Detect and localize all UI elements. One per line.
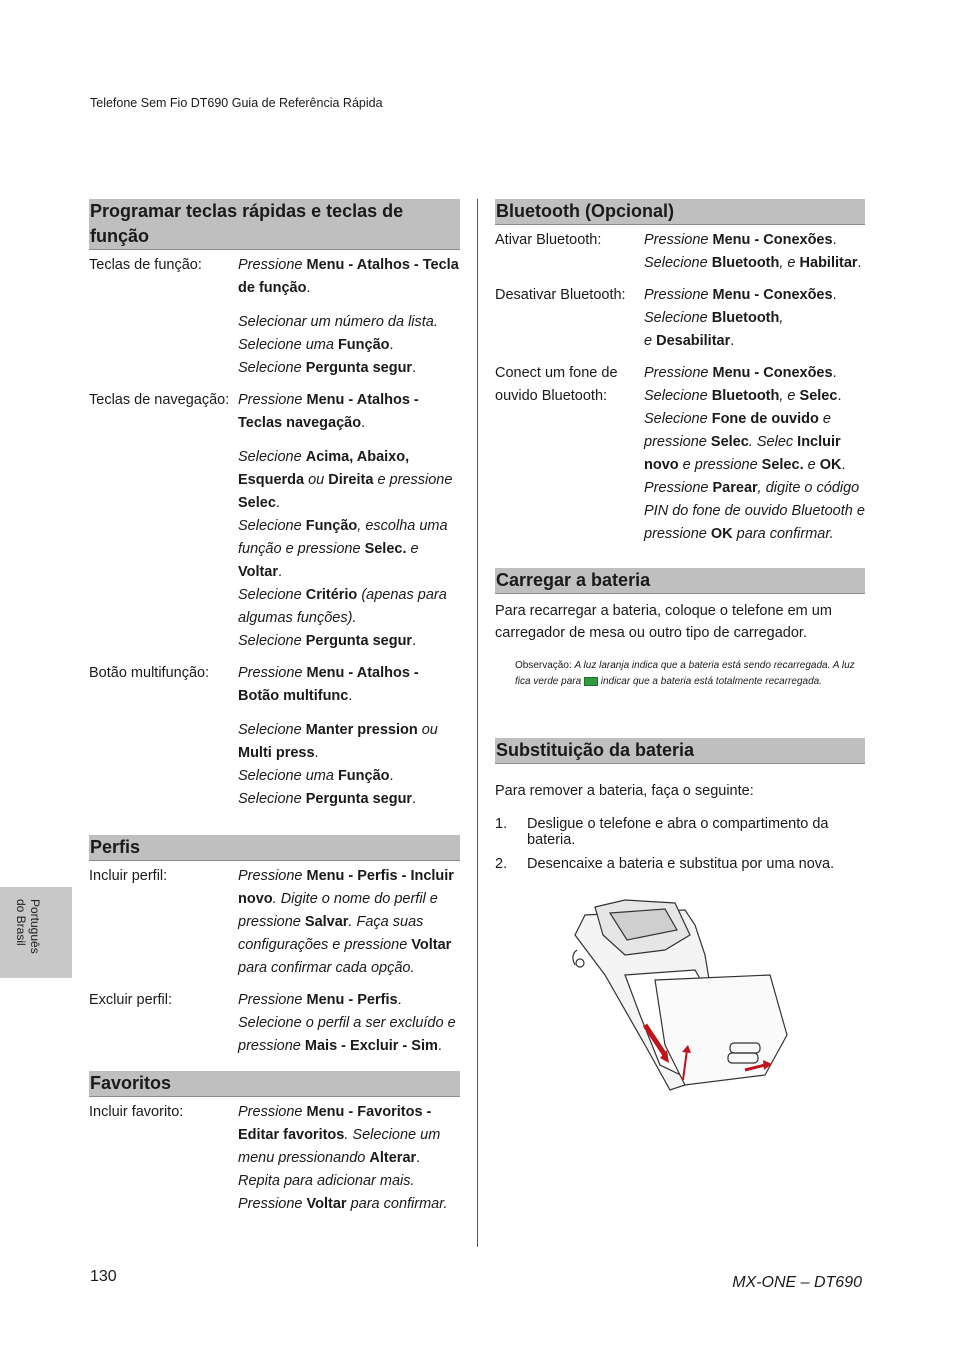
command-text: Pergunta segur [305, 360, 413, 376]
command-text: Salvar [304, 914, 349, 930]
instruction-text: Selecione [238, 449, 306, 465]
instruction-text: . [412, 791, 417, 807]
command-text: Manter pression [305, 722, 418, 738]
battery-charged-icon [584, 677, 598, 686]
entry-line [238, 1012, 460, 1058]
instruction-text: e pressione [644, 411, 831, 450]
instruction-text: . Faça suas configurações e pressione [238, 914, 424, 953]
command-text: OK [819, 457, 842, 473]
step-text: Desencaixe a bateria e substitua por uma nova. [527, 856, 835, 872]
command-text: Direita [328, 472, 374, 488]
column-divider [477, 199, 478, 1247]
section-title-carregar: Carregar a bateria [495, 568, 865, 594]
instruction-text: . [278, 564, 283, 580]
instruction-text: e pressione [678, 457, 762, 473]
battery-replacement-illustration [565, 895, 795, 1095]
entry-row [89, 662, 460, 811]
entry-line [238, 389, 460, 435]
instruction-text: e pressione [373, 472, 453, 488]
entry-row [89, 865, 460, 980]
instruction-text: Selecione [238, 518, 306, 534]
instruction-text: . Selec [748, 434, 798, 450]
right-column [495, 199, 865, 880]
step-number: 2. [495, 856, 508, 872]
favoritos-entries [89, 1101, 460, 1216]
entry-line [238, 719, 460, 765]
section-title-substituicao: Substituição da bateria [495, 738, 865, 764]
instruction-text: . [730, 333, 735, 349]
entry-line [644, 362, 865, 385]
command-text: Incluir novo [644, 434, 841, 473]
command-text: Menu - Conexões [712, 287, 833, 303]
instruction-text: Pressione [644, 287, 713, 303]
instruction-text: Pressione [644, 365, 713, 381]
entry-line [238, 254, 460, 300]
entry-gap [238, 435, 460, 446]
carregar-note [495, 658, 865, 690]
entry-line [238, 989, 460, 1012]
entry-line [644, 229, 865, 252]
entry-row [89, 989, 460, 1058]
instruction-text: , digite o código PIN do fone de ouvido Bluetooth e pressione [644, 480, 865, 542]
command-text: Menu - Atalhos - Botão multifunc [238, 665, 419, 704]
instruction-text: . [832, 365, 837, 381]
command-text: Alterar [369, 1150, 417, 1166]
entry-line [644, 477, 865, 546]
entry-line [238, 311, 460, 334]
carregar-text: Para recarregar a bateria, coloque o telefone em um carregador de mesa ou outro tipo de carregador. [495, 603, 832, 641]
instruction-text: Selecione [238, 360, 306, 376]
instruction-text: . [416, 1150, 421, 1166]
instruction-text: Selecionar um número da lista. [238, 314, 438, 330]
product-name: MX-ONE – DT690 [732, 1274, 862, 1291]
instruction-text: . [361, 415, 366, 431]
entry-label: Incluir perfil: [89, 868, 168, 884]
language-side-tab-label [14, 899, 42, 954]
instruction-text: Selecione [644, 388, 712, 404]
entry-row [495, 362, 865, 546]
entry-line [644, 330, 865, 353]
note-text-1: A luz laranja indica que a bateria está sendo recarregada. A luz fica verde para [515, 660, 855, 687]
entry-description [238, 254, 460, 380]
instruction-text: . [857, 255, 862, 271]
step-item [495, 816, 865, 848]
instruction-text: Selecione [644, 411, 712, 427]
command-text: Selec [238, 495, 276, 511]
command-text: Acima, Abaixo, Esquerda [238, 449, 410, 488]
instruction-text: Selecione [238, 587, 306, 603]
instruction-text: . [841, 457, 846, 473]
section-title-programar: Programar teclas rápidas e teclas de função [89, 199, 460, 250]
instruction-text: Selecione [644, 255, 712, 271]
instruction-text: Pressione [238, 868, 307, 884]
entry-line [238, 357, 460, 380]
entry-gap [238, 708, 460, 719]
instruction-text: Pressione [238, 257, 307, 273]
entry-description [238, 662, 460, 811]
side-tab-line2: do Brasil [14, 899, 28, 946]
command-text: Menu - Favoritos - Editar favoritos [238, 1104, 432, 1143]
instruction-text: Pressione [238, 392, 307, 408]
instruction-text: Pressione [238, 992, 307, 1008]
command-text: Menu - Conexões [712, 232, 833, 248]
command-text: Função [305, 518, 358, 534]
entry-description [238, 865, 460, 980]
running-header: Telefone Sem Fio DT690 Guia de Referência Rápida [90, 96, 383, 110]
instruction-text: . [832, 287, 837, 303]
entry-line [238, 515, 460, 584]
entry-label: Desativar Bluetooth: [495, 287, 626, 303]
instruction-text: . [314, 745, 319, 761]
entry-row [89, 1101, 460, 1216]
command-text: Mais - Excluir - Sim [304, 1038, 438, 1054]
entry-line [238, 662, 460, 708]
entry-row [89, 389, 460, 653]
entry-line [238, 446, 460, 515]
instruction-text: . [275, 495, 280, 511]
command-text: Menu - Perfis [306, 992, 398, 1008]
instruction-text: ou [304, 472, 329, 488]
instruction-text: , e [779, 388, 800, 404]
instruction-text: para confirmar. [732, 526, 834, 542]
substituicao-steps [495, 816, 865, 872]
command-text: Menu - Perfis - Incluir novo [238, 868, 454, 907]
command-text: Menu - Conexões [712, 365, 833, 381]
command-text: Bluetooth [711, 255, 780, 271]
entry-row [495, 284, 865, 353]
instruction-text: . [348, 688, 353, 704]
entry-label: Incluir favorito: [89, 1104, 184, 1120]
entry-label: Ativar Bluetooth: [495, 232, 602, 248]
instruction-text: . Digite o nome do perfil e pressione [238, 891, 438, 930]
page-number: 130 [90, 1268, 117, 1285]
instruction-text: , [779, 310, 784, 326]
entry-label: Excluir perfil: [89, 992, 172, 1008]
entry-label: Teclas de navegação: [89, 392, 230, 408]
entry-description [238, 1101, 460, 1216]
instruction-text: Selecione uma [238, 337, 338, 353]
instruction-text: para confirmar cada opção. [238, 960, 415, 976]
entry-line [644, 307, 865, 330]
command-text: Função [337, 337, 390, 353]
entry-line [238, 1101, 460, 1170]
entry-description [644, 284, 865, 353]
instruction-text: Selecione uma [238, 768, 338, 784]
instruction-text: Repita para adicionar mais. [238, 1173, 415, 1189]
entry-description [644, 362, 865, 546]
entry-line [644, 284, 865, 307]
note-text-2: indicar que a bateria está totalmente recarregada. [600, 676, 822, 687]
instruction-text: . [837, 388, 842, 404]
entry-row [495, 229, 865, 275]
instruction-text: . [412, 360, 417, 376]
instruction-text: . [389, 337, 394, 353]
command-text: Função [337, 768, 390, 784]
instruction-text: e [803, 457, 820, 473]
instruction-text: . [832, 232, 837, 248]
instruction-text: (apenas para algumas funções). [238, 587, 447, 626]
step-item [495, 856, 865, 872]
entry-line [644, 408, 865, 477]
entry-line [644, 385, 865, 408]
note-label: Observação: [515, 660, 572, 671]
entry-description [238, 389, 460, 653]
perfis-entries [89, 865, 460, 1058]
entry-line [238, 630, 460, 653]
instruction-text: . Selecione um menu pressionando [238, 1127, 441, 1166]
command-text: Selec [710, 434, 749, 450]
command-text: Bluetooth [711, 388, 780, 404]
step-text: Desligue o telefone e abra o compartimento da bateria. [527, 816, 829, 848]
entry-description [238, 989, 460, 1058]
command-text: Bluetooth [711, 310, 780, 326]
step-number: 1. [495, 816, 508, 832]
instruction-text: e [644, 333, 657, 349]
command-text: Menu - Atalhos - Tecla de função [238, 257, 459, 296]
programar-entries [89, 254, 460, 811]
section-title-bluetooth: Bluetooth (Opcional) [495, 199, 865, 225]
instruction-text: Selecione [238, 633, 306, 649]
instruction-text: , escolha uma função e pressione [238, 518, 448, 557]
instruction-text: , e [779, 255, 800, 271]
command-text: Fone de ouvido [711, 411, 819, 427]
instruction-text: Selecione [644, 310, 712, 326]
entry-line [238, 865, 460, 980]
command-text: Menu - Atalhos - Teclas navegação [238, 392, 419, 431]
command-text: Pergunta segur [305, 791, 413, 807]
side-tab-line1: Português [28, 899, 42, 954]
instruction-text: Pressione [238, 1104, 307, 1120]
instruction-text: . [397, 992, 402, 1008]
section-title-perfis: Perfis [89, 835, 460, 861]
command-text: Selec [799, 388, 838, 404]
instruction-text: Pressione [238, 1196, 307, 1212]
entry-line [238, 334, 460, 357]
command-text: Critério [305, 587, 358, 603]
command-text: Selec. [364, 541, 407, 557]
instruction-text: . [412, 633, 417, 649]
instruction-text: Pressione [238, 665, 307, 681]
instruction-text: Selecione [238, 791, 306, 807]
command-text: OK [710, 526, 733, 542]
command-text: Habilitar [799, 255, 858, 271]
command-text: Parear [712, 480, 758, 496]
left-column [89, 199, 460, 1216]
command-text: Voltar [306, 1196, 347, 1212]
entry-line [238, 765, 460, 788]
instruction-text: Selecione [238, 722, 306, 738]
entry-label: Botão multifunção: [89, 665, 210, 681]
entry-row [89, 254, 460, 380]
instruction-text: . [437, 1038, 442, 1054]
instruction-text: . [389, 768, 394, 784]
entry-line [238, 788, 460, 811]
instruction-text: para confirmar. [346, 1196, 448, 1212]
instruction-text: Selecione o perfil a ser excluído e pressione [238, 1015, 456, 1054]
command-text: Multi press [238, 745, 315, 761]
entry-line [238, 584, 460, 630]
section-title-favoritos: Favoritos [89, 1071, 460, 1097]
entry-line [238, 1170, 460, 1193]
instruction-text: Pressione [644, 480, 713, 496]
command-text: Pergunta segur [305, 633, 413, 649]
command-text: Voltar [411, 937, 452, 953]
command-text: Desabilitar [656, 333, 731, 349]
instruction-text: e [406, 541, 419, 557]
entry-description [644, 229, 865, 275]
command-text: Voltar [238, 564, 279, 580]
entry-line [644, 252, 865, 275]
entry-line [238, 1193, 460, 1216]
entry-gap [238, 300, 460, 311]
entry-label: Conect um fone de ouvido Bluetooth: [495, 365, 618, 404]
substituicao-intro: Para remover a bateria, faça o seguinte: [495, 783, 754, 799]
instruction-text: Pressione [644, 232, 713, 248]
entry-label: Teclas de função: [89, 257, 202, 273]
instruction-text: ou [417, 722, 438, 738]
instruction-text: . [306, 280, 311, 296]
command-text: Selec. [761, 457, 804, 473]
bluetooth-entries [495, 229, 865, 546]
